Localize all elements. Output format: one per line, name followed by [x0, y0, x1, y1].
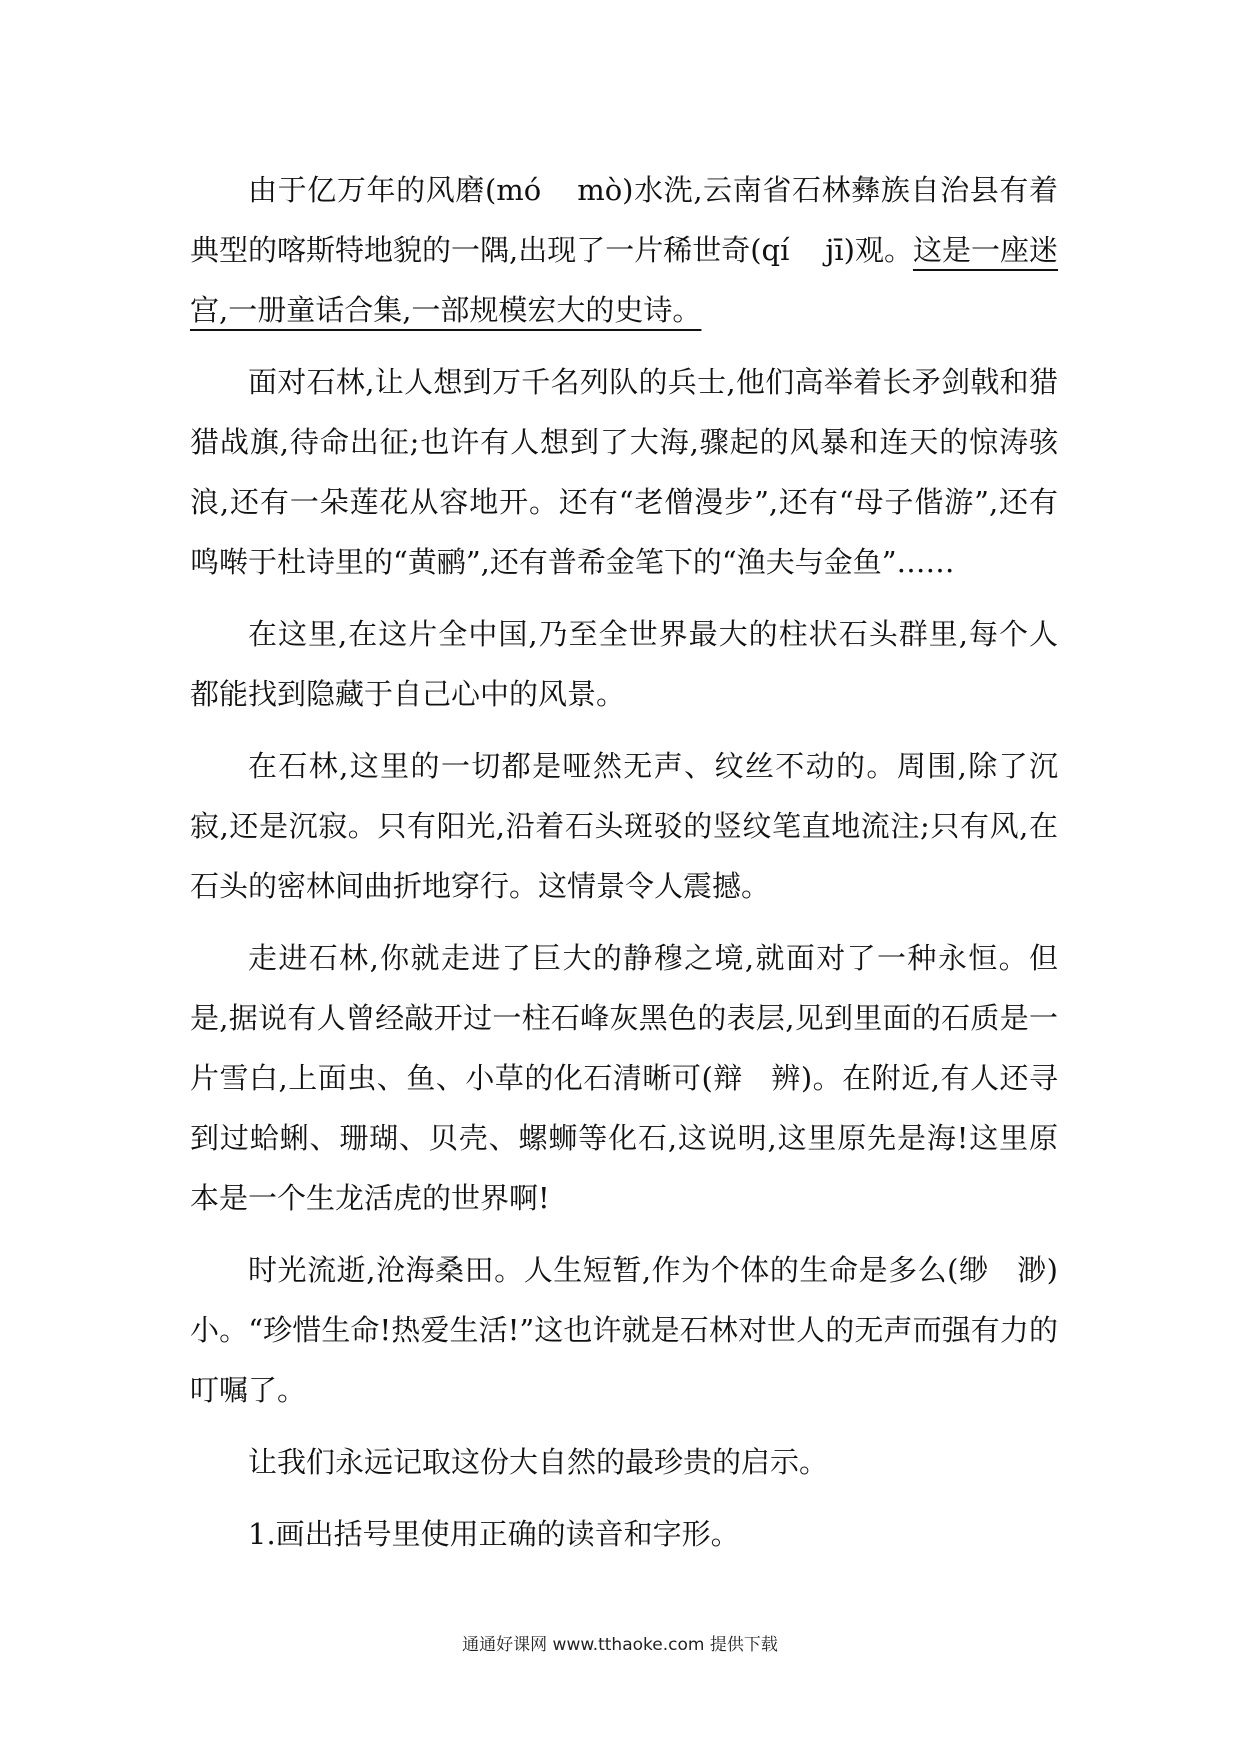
paragraph-6: [190, 1240, 1058, 1420]
paragraph-1: [190, 160, 1058, 340]
paragraph-1-part-b: mò)水洗,云南省石林彝族自治县有着典型的喀斯特地貌的一隅,出现了一片稀世奇(qí: [190, 173, 1058, 267]
paragraph-6-part-b: 渺)小。“珍惜生命!热爱生活!”这也许就是石林对世人的无声而强有力的叮嘱了。: [190, 1253, 1058, 1407]
paragraph-6-part-a: 时光流逝,沧海桑田。人生短暂,作为个体的生命是多么(缈: [248, 1253, 989, 1287]
paragraph-1-part-c: jī)观。: [825, 233, 913, 267]
page-footer: 通通好课网 www.tthaoke.com 提供下载: [462, 1635, 778, 1655]
question-1: 1.画出括号里使用正确的读音和字形。: [248, 1517, 740, 1551]
paragraph-4: 在石林,这里的一切都是哑然无声、纹丝不动的。周围,除了沉寂,还是沉寂。只有阳光,沿着石头斑驳的竖纹笔直地流注;只有风,在石头的密林间曲折地穿行。这情景令人震撼。: [190, 749, 1058, 903]
paragraph-5: [190, 928, 1058, 1228]
paragraph-7: 让我们永远记取这份大自然的最珍贵的启示。: [248, 1445, 829, 1479]
paragraph-5-part-a: 走进石林,你就走进了巨大的静穆之境,就面对了一种永恒。但是,据说有人曾经敲开过一柱石峰灰黑色的表层,见到里面的石质是一片雪白,上面虫、鱼、小草的化石清晰可(辩: [190, 941, 1058, 1095]
underlined-sentence: 这是一座迷宫,一册童话合集,一部规模宏大的史诗。: [190, 233, 1058, 327]
paragraph-1-part-a: 由于亿万年的风磨(mó: [248, 173, 542, 207]
paragraph-3: 在这里,在这片全中国,乃至全世界最大的柱状石头群里,每个人都能找到隐藏于自己心中的风景。: [190, 617, 1058, 711]
paragraph-2: 面对石林,让人想到万千名列队的兵士,他们高举着长矛剑戟和猎猎战旗,待命出征;也许有人想到了大海,骤起的风暴和连天的惊涛骇浪,还有一朵莲花从容地开。还有“老僧漫步”,还有“母子偕游”,还有鸣啭于杜诗里的“黄鹂”,还有普希金笔下的“渔夫与金鱼”……: [190, 365, 1058, 579]
paragraph-5-part-b: 辨)。在附近,有人还寻到过蛤蜊、珊瑚、贝壳、螺蛳等化石,这说明,这里原先是海!这里原本是一个生龙活虎的世界啊!: [190, 1061, 1058, 1215]
passage-body: [190, 160, 1058, 1564]
